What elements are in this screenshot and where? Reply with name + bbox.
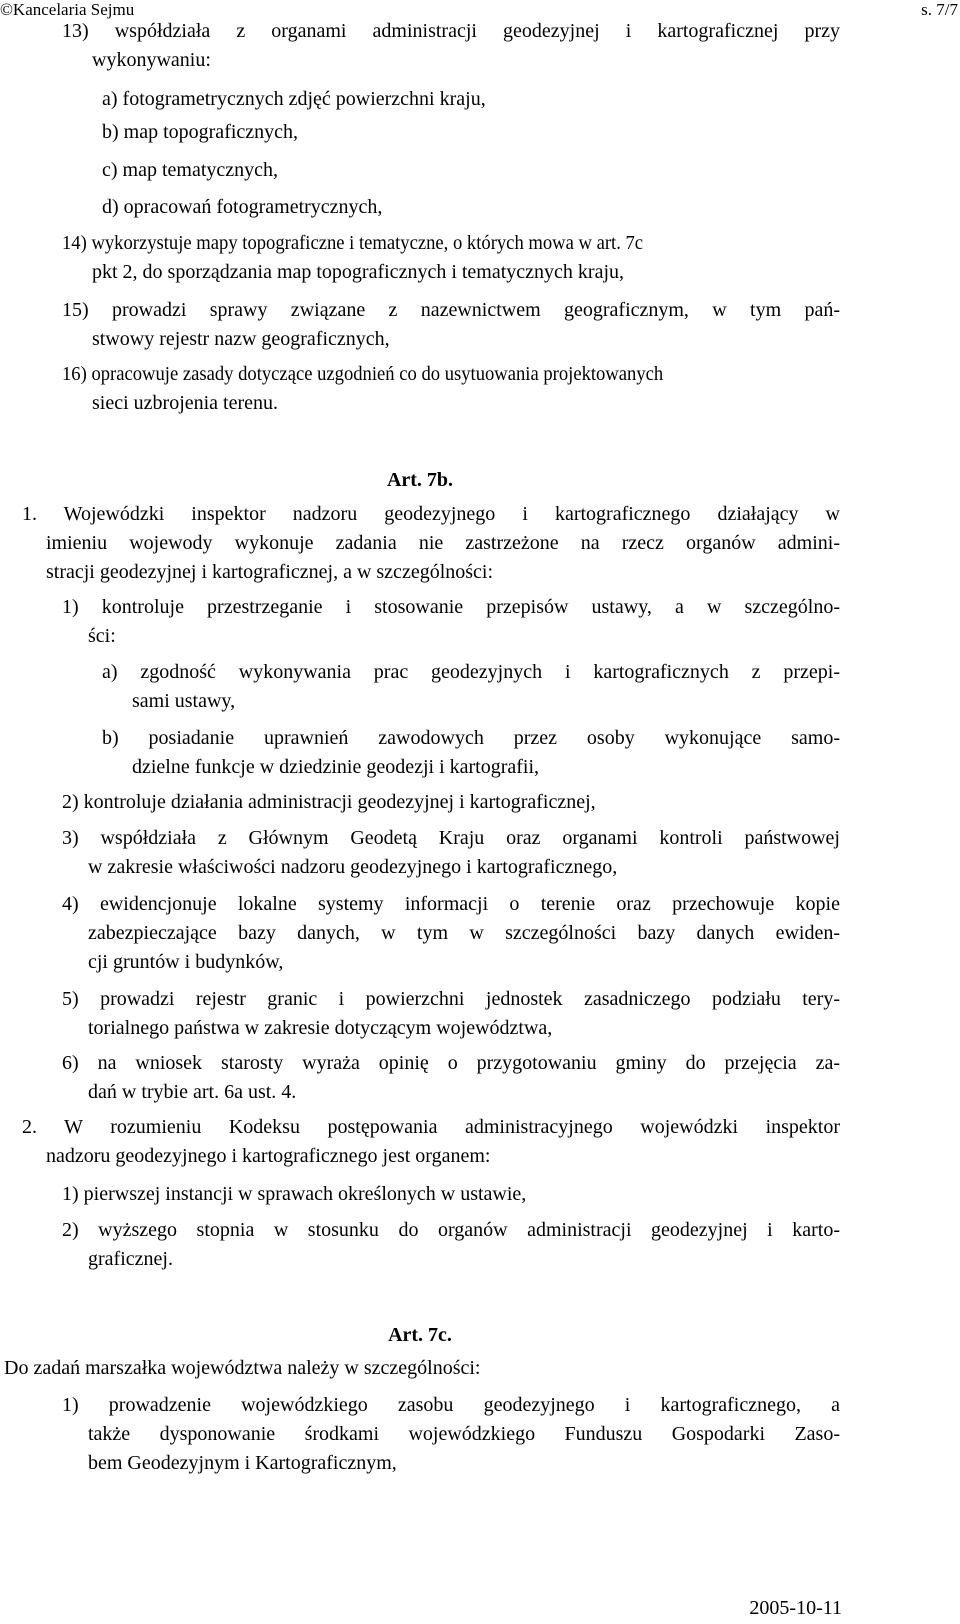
text-line: b) posiadanie uprawnień zawodowych przez osoby wykonujące samo- — [102, 727, 840, 749]
list-item-15 — [62, 296, 840, 354]
paragraph-1 — [22, 500, 840, 587]
list-item-p2-2 — [62, 1216, 840, 1274]
footer-date: 2005-10-11 — [749, 1597, 842, 1619]
list-item-1-b — [102, 724, 840, 782]
text-line: graficznej. — [88, 1248, 173, 1270]
text-line: 13) współdziała z organami administracji geodezyjnej i kartograficznej przy — [62, 20, 840, 42]
text-line: Do zadań marszałka województwa należy w szczególności: — [4, 1357, 481, 1379]
text-line: 1) prowadzenie wojewódzkiego zasobu geodezyjnego i kartograficznego, a — [62, 1394, 840, 1416]
text-line: w zakresie właściwości nadzoru geodezyjnego i kartograficznego, — [88, 856, 618, 878]
article-heading-7b: Art. 7b. — [386, 469, 454, 491]
text-line: b) map topograficznych, — [102, 121, 299, 143]
list-item-3 — [62, 824, 840, 882]
text-line: 2) wyższego stopnia w stosunku do organów administracji geodezyjnej i karto- — [62, 1219, 840, 1241]
text-line — [62, 229, 840, 258]
list-item-5 — [62, 985, 840, 1043]
list-item-7c-1 — [62, 1391, 840, 1478]
list-item-13-c — [102, 156, 802, 185]
text-line-condensed: 16) opracowuje zasady dotyczące uzgodnień co do usytuowania projektowanych — [62, 363, 664, 385]
list-item-14 — [62, 229, 840, 287]
text-line: sieci uzbrojenia terenu. — [92, 392, 279, 414]
text-line — [62, 360, 840, 389]
page-number: s. 7/7 — [921, 0, 958, 19]
list-item-1 — [62, 593, 840, 651]
text-line: a) fotogrametrycznych zdjęć powierzchni kraju, — [102, 88, 486, 110]
list-item-13-d — [102, 193, 802, 222]
text-line: 1) pierwszej instancji w sprawach określonych w ustawie, — [62, 1183, 527, 1205]
text-line: cji gruntów i budynków, — [88, 951, 284, 973]
text-line: pkt 2, do sporządzania map topograficznych i tematycznych kraju, — [92, 261, 625, 283]
text-line: stwowy rejestr nazw geograficznych, — [92, 328, 390, 350]
text-line: 3) współdziała z Głównym Geodetą Kraju oraz organami kontroli państwowej — [62, 827, 840, 849]
text-line: d) opracowań fotogrametrycznych, — [102, 196, 383, 218]
text-line: 1) kontroluje przestrzeganie i stosowanie przepisów ustawy, a w szczególno- — [62, 596, 840, 618]
article-heading-7c: Art. 7c. — [388, 1324, 452, 1346]
article-intro — [4, 1354, 840, 1383]
text-line: 5) prowadzi rejestr granic i powierzchni jednostek zasadniczego podziału tery- — [62, 988, 840, 1010]
text-line: 1. Wojewódzki inspektor nadzoru geodezyjnego i kartograficznego działający w — [22, 503, 840, 525]
list-item-13-b — [102, 118, 802, 147]
text-line: stracji geodezyjnej i kartograficznej, a w szczególności: — [46, 561, 494, 583]
text-line: 6) na wniosek starosty wyraża opinię o przygotowaniu gminy do przejęcia za- — [62, 1052, 840, 1074]
text-line: c) map tematycznych, — [102, 159, 279, 181]
text-line: imieniu wojewody wykonuje zadania nie zastrzeżone na rzecz organów admini- — [46, 532, 840, 554]
text-line: bem Geodezyjnym i Kartograficznym, — [88, 1452, 397, 1474]
text-line: nadzoru geodezyjnego i kartograficznego jest organem: — [46, 1145, 491, 1167]
text-line-condensed: 14) wykorzystuje mapy topograficzne i tematyczne, o których mowa w art. 7c — [62, 232, 644, 254]
text-line: zabezpieczające bazy danych, w tym w szczególności bazy danych ewiden- — [88, 922, 840, 944]
text-line: sami ustawy, — [132, 690, 236, 712]
text-line: torialnego państwa w zakresie dotyczącym województwa, — [88, 1017, 553, 1039]
paragraph-2 — [22, 1113, 840, 1171]
text-line: 2) kontroluje działania administracji geodezyjnej i kartograficznej, — [62, 791, 596, 813]
list-item-16 — [62, 360, 840, 418]
text-line: wykonywaniu: — [92, 49, 211, 71]
text-line: 4) ewidencjonuje lokalne systemy informacji o terenie oraz przechowuje kopie — [62, 893, 840, 915]
list-item-2 — [62, 788, 840, 817]
list-item-p2-1 — [62, 1180, 840, 1209]
text-line: dzielne funkcje w dziedzinie geodezji i kartografii, — [132, 756, 540, 778]
text-line: a) zgodność wykonywania prac geodezyjnych i kartograficznych z przepi- — [102, 661, 840, 683]
text-line: także dysponowanie środkami wojewódzkiego Funduszu Gospodarki Zaso- — [88, 1423, 840, 1445]
text-line: 15) prowadzi sprawy związane z nazewnictwem geograficznym, w tym pań- — [62, 299, 840, 321]
list-item-6 — [62, 1049, 840, 1107]
list-item-1-a — [102, 658, 840, 716]
text-line: 2. W rozumieniu Kodeksu postępowania administracyjnego wojewódzki inspektor — [22, 1116, 840, 1138]
text-line: dań w trybie art. 6a ust. 4. — [88, 1081, 297, 1103]
list-item-13 — [62, 17, 840, 75]
list-item-13-a — [102, 85, 802, 114]
list-item-4 — [62, 890, 840, 977]
header-left: ©Kancelaria Sejmu — [0, 0, 135, 19]
text-line: ści: — [88, 625, 116, 647]
